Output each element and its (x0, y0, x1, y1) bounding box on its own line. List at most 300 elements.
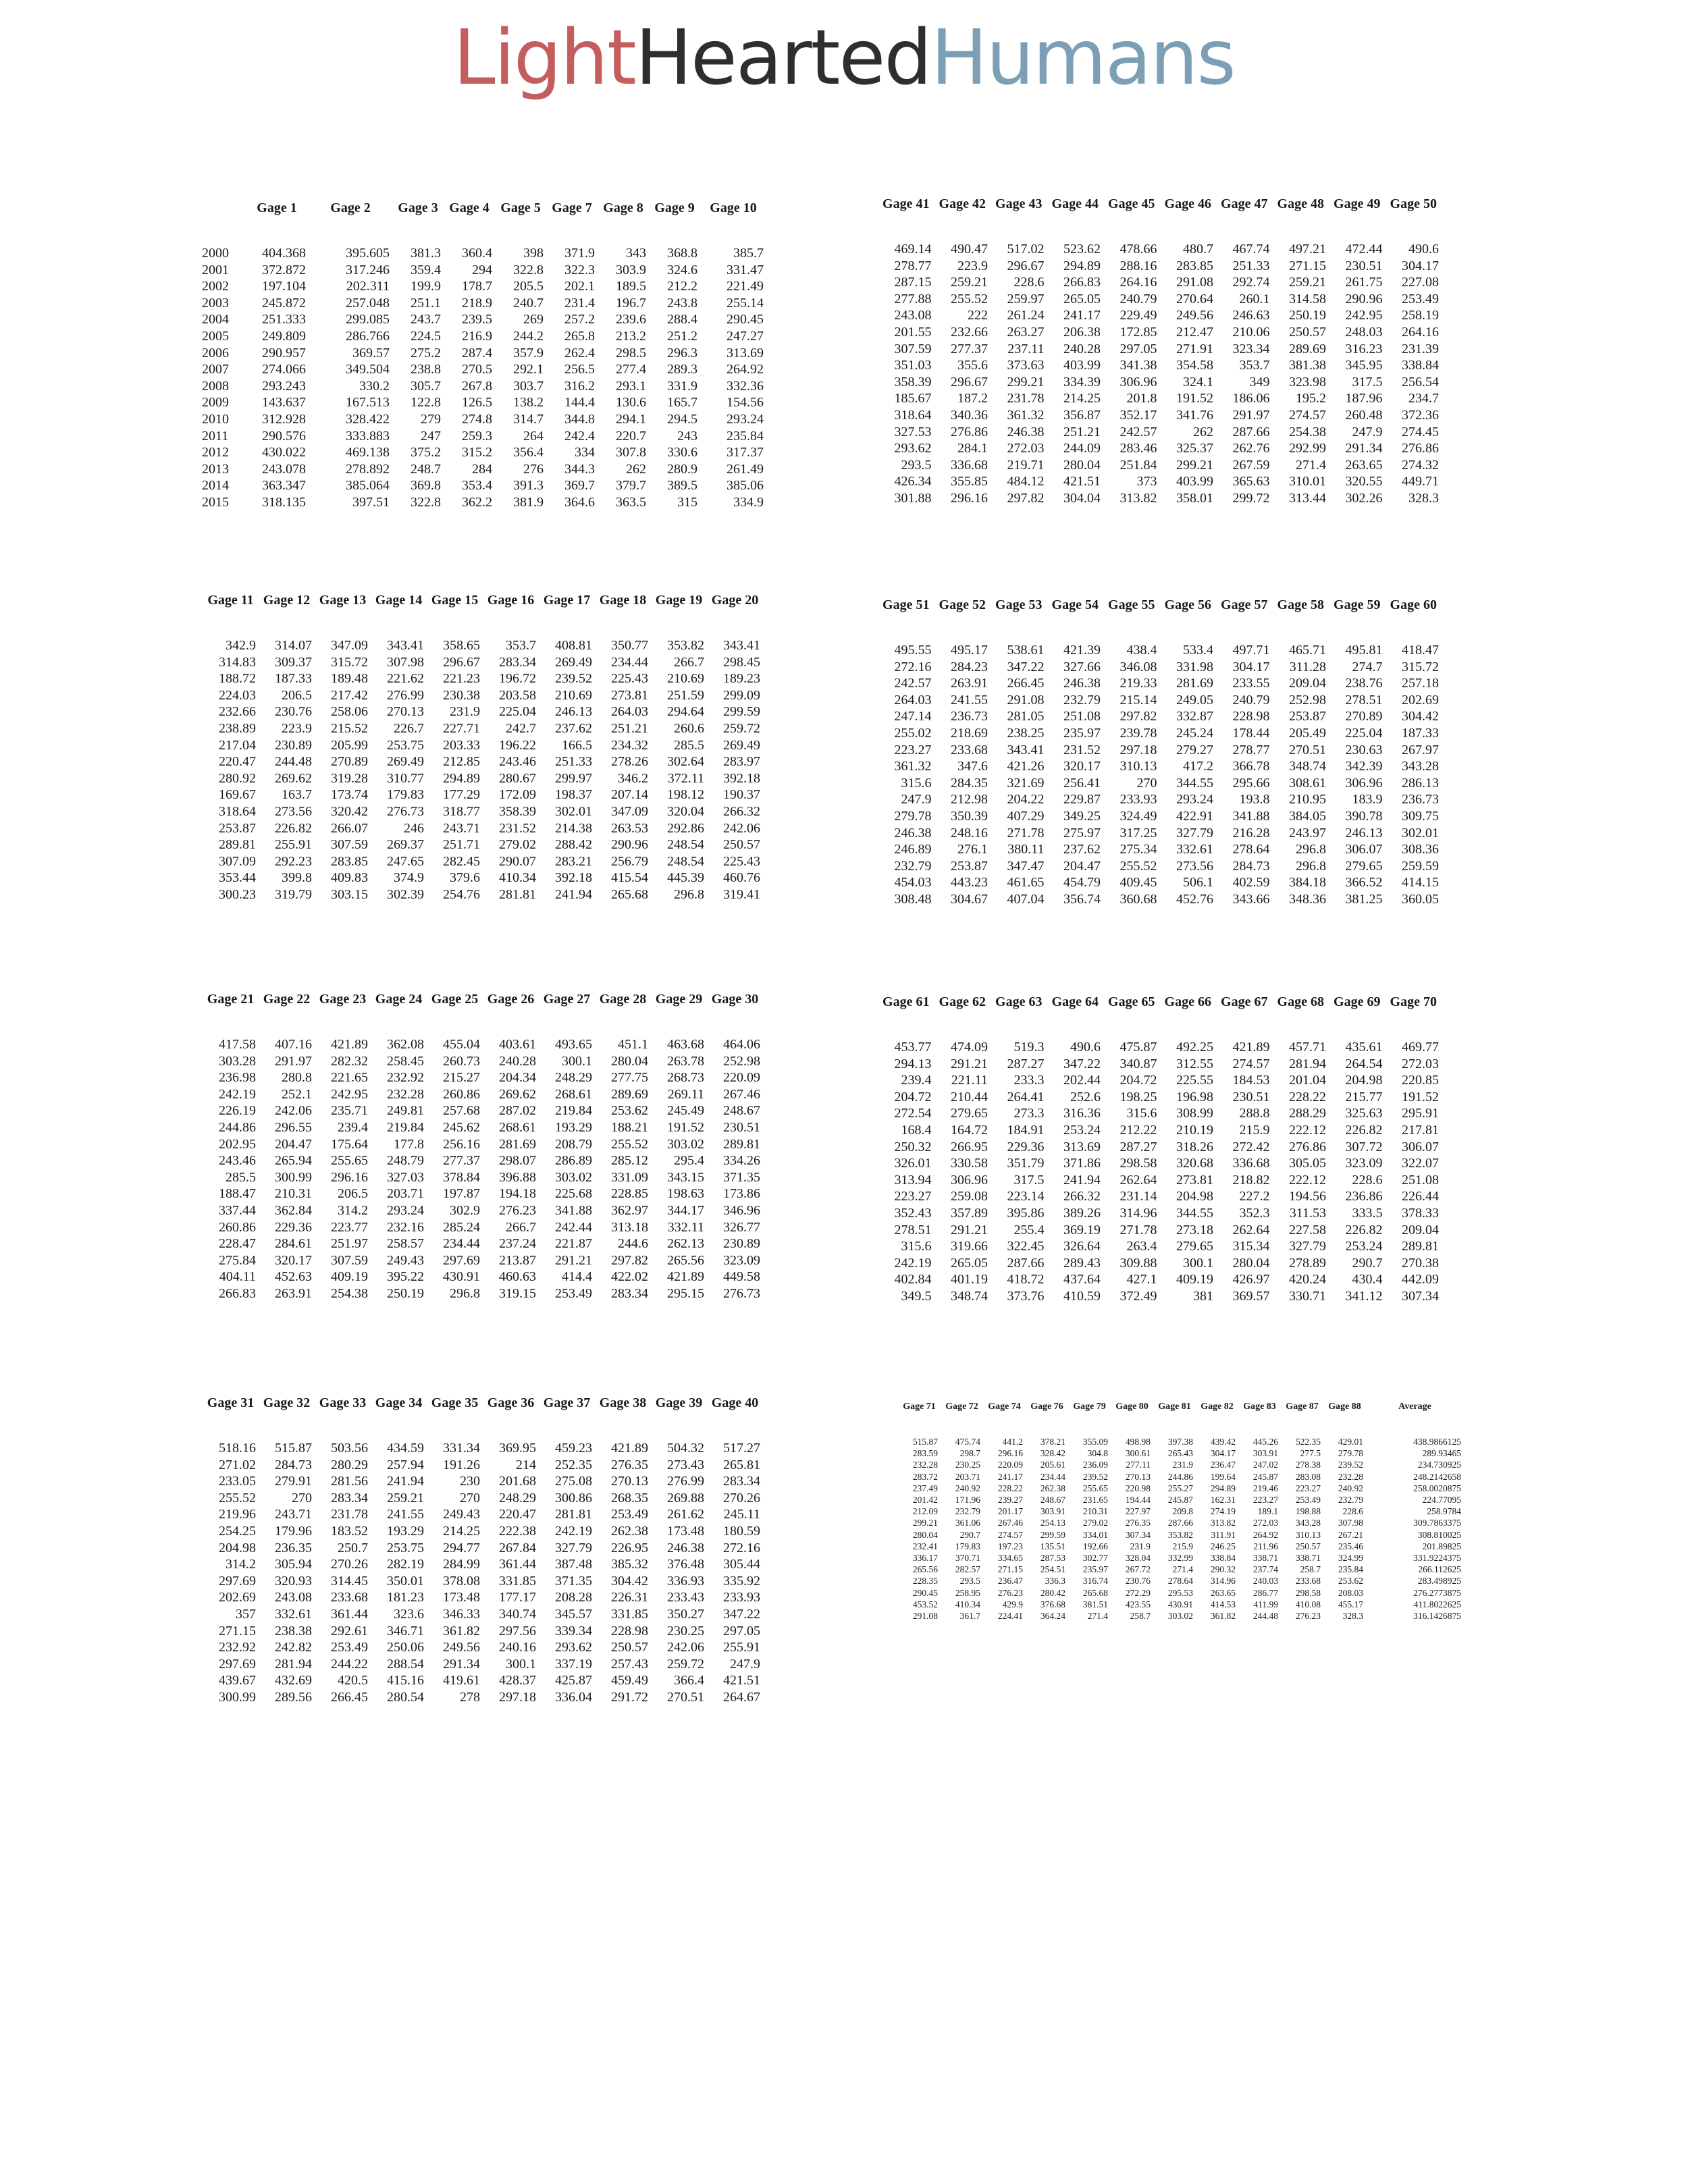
value-cell: 303.9 (616, 262, 646, 277)
value-cell: 249.81 (387, 1103, 424, 1119)
value-cell: 201.04 (1289, 1073, 1326, 1088)
value-cell: 325.63 (1345, 1106, 1383, 1121)
value-cell: 272.03 (1402, 1056, 1439, 1071)
value-cell: 334.9 (733, 494, 764, 510)
value-cell: 289.81 (1402, 1239, 1439, 1254)
year-header (199, 198, 245, 218)
value-cell: 273.3 (1013, 1106, 1045, 1121)
value-cell: 283.34 (331, 1490, 368, 1506)
value-cell: 404.368 (262, 246, 306, 261)
value-cell: 266.83 (1063, 275, 1101, 290)
value-cell: 204.47 (275, 1136, 312, 1152)
table-row (199, 262, 766, 279)
value-cell: 244.22 (331, 1656, 368, 1672)
value-cell: 334.26 (723, 1153, 760, 1169)
value-cell: 261.49 (727, 461, 764, 477)
value-cell: 352.3 (1239, 1205, 1270, 1221)
table-row (199, 428, 766, 445)
value-cell: 269.88 (667, 1490, 704, 1506)
value-cell: 330.58 (951, 1156, 988, 1171)
value-cell: 515.87 (912, 1437, 938, 1447)
value-cell: 276.86 (951, 424, 988, 440)
value-cell: 248.03 (1345, 324, 1383, 340)
value-cell: 347.22 (1063, 1056, 1101, 1071)
value-cell: 296.16 (951, 490, 988, 506)
value-cell: 356.4 (513, 445, 544, 460)
column-header: Gage 15 (431, 592, 479, 608)
value-cell: 209.8 (1172, 1506, 1193, 1517)
value-cell: 459.23 (555, 1441, 592, 1456)
year-cell: 2012 (202, 445, 229, 460)
value-cell: 361.32 (1007, 407, 1045, 423)
value-cell: 270.89 (1345, 709, 1383, 724)
value-cell: 199.64 (1210, 1471, 1236, 1482)
value-cell: 281.69 (499, 1136, 536, 1152)
table-row (878, 341, 1442, 358)
value-cell: 242.06 (275, 1103, 312, 1119)
value-cell: 464.06 (723, 1037, 760, 1052)
value-cell: 270 (292, 1490, 312, 1506)
value-cell: 251.2 (667, 328, 697, 344)
value-cell: 202.69 (219, 1590, 256, 1605)
table-row (203, 1036, 763, 1053)
value-cell: 252.1 (282, 1086, 312, 1102)
year-cell: 2003 (202, 295, 229, 311)
value-cell: 279.78 (894, 808, 932, 824)
value-cell: 275.34 (1119, 842, 1157, 857)
value-cell: 284.35 (951, 775, 988, 791)
value-cell: 322.45 (1007, 1239, 1045, 1254)
value-cell: 273.18 (1176, 1222, 1213, 1237)
value-cell: 402.59 (1232, 875, 1270, 890)
value-cell: 220.09 (723, 1070, 760, 1086)
value-cell: 278.89 (1289, 1255, 1326, 1271)
table-row (878, 725, 1442, 742)
value-cell: 432.69 (275, 1673, 312, 1688)
value-cell: 171.96 (955, 1495, 980, 1506)
value-cell: 355.09 (1082, 1437, 1108, 1447)
value-cell: 421.89 (667, 1269, 704, 1285)
value-cell: 271.02 (219, 1457, 256, 1472)
table-row (203, 687, 763, 704)
value-cell: 415.16 (387, 1673, 424, 1688)
value-cell: 314.07 (275, 638, 312, 653)
value-cell: 193.8 (1239, 792, 1270, 807)
value-cell: 263.4 (1126, 1239, 1157, 1254)
value-cell: 232.16 (387, 1219, 424, 1235)
value-cell: 278.38 (1295, 1460, 1321, 1470)
table-row (898, 1599, 1464, 1610)
value-cell: 283.85 (1176, 258, 1213, 273)
value-cell: 421.51 (1063, 474, 1101, 489)
value-cell: 267.59 (1232, 457, 1270, 473)
column-header: Gage 47 (1221, 196, 1268, 211)
table-row (878, 858, 1442, 875)
value-cell: 421.39 (1063, 643, 1101, 658)
value-cell: 289.69 (611, 1086, 648, 1102)
value-cell: 283.21 (555, 853, 592, 869)
spacer-row (898, 1417, 1464, 1436)
value-cell: 397.51 (352, 494, 390, 510)
value-cell: 270.51 (667, 1689, 704, 1705)
value-cell: 294.77 (443, 1540, 480, 1555)
value-cell: 302.9 (450, 1202, 480, 1218)
value-cell: 411.99 (1253, 1599, 1278, 1609)
value-cell: 270.26 (331, 1557, 368, 1572)
column-header: Gage 49 (1334, 196, 1381, 211)
value-cell: 381.25 (1345, 891, 1383, 907)
value-cell: 268.73 (667, 1070, 704, 1086)
column-header: Gage 36 (487, 1395, 535, 1410)
value-cell: 294.89 (1063, 258, 1101, 273)
value-cell: 319.79 (275, 886, 312, 902)
value-cell: 332.11 (667, 1219, 704, 1235)
value-cell: 372.11 (667, 770, 704, 786)
value-cell: 177.17 (499, 1590, 536, 1605)
header-row (878, 595, 1442, 615)
value-cell: 409.19 (331, 1269, 368, 1285)
table-row (878, 642, 1442, 659)
value-cell: 268.61 (499, 1119, 536, 1135)
value-cell: 210.19 (1176, 1122, 1213, 1138)
value-cell: 205.5 (513, 279, 544, 294)
value-cell: 326.64 (1063, 1239, 1101, 1254)
value-cell: 220.47 (219, 754, 256, 770)
value-cell: 212.2 (667, 279, 697, 294)
value-cell: 255.4 (1013, 1222, 1045, 1237)
value-cell: 260.48 (1345, 407, 1383, 423)
value-cell: 302.77 (1082, 1553, 1108, 1564)
column-header: Gage 11 (207, 592, 254, 608)
value-cell: 261.62 (667, 1507, 704, 1522)
value-cell: 287.66 (1167, 1518, 1193, 1528)
value-cell: 208.28 (555, 1590, 592, 1605)
value-cell: 276.86 (1402, 441, 1439, 456)
value-cell: 407.04 (1007, 891, 1045, 907)
value-cell: 292.86 (667, 820, 704, 836)
value-cell: 257.18 (1402, 676, 1439, 691)
value-cell: 267.46 (997, 1518, 1023, 1528)
value-cell: 308.99 (1176, 1106, 1213, 1121)
value-cell: 245.87 (1252, 1471, 1278, 1482)
value-cell: 312.928 (262, 411, 306, 427)
table-row (203, 703, 763, 720)
value-cell: 409.83 (331, 870, 368, 886)
value-cell: 251.08 (1402, 1172, 1439, 1188)
value-cell: 306.96 (951, 1172, 988, 1188)
spacer-row (878, 1012, 1442, 1039)
value-cell: 244.6 (618, 1236, 648, 1252)
value-cell: 347.22 (1007, 659, 1045, 674)
value-cell: 304.42 (611, 1573, 648, 1589)
value-cell: 398 (523, 246, 544, 261)
value-cell: 392.18 (555, 870, 592, 886)
value-cell: 425.87 (555, 1673, 592, 1688)
value-cell: 362.84 (275, 1202, 312, 1218)
value-cell: 212.09 (912, 1506, 938, 1517)
value-cell: 407.29 (1007, 808, 1045, 824)
value-cell: 241.17 (997, 1471, 1023, 1482)
value-cell: 430.91 (443, 1269, 480, 1285)
value-cell: 517.27 (723, 1441, 760, 1456)
value-cell: 369.19 (1063, 1222, 1101, 1237)
table-row (199, 245, 766, 262)
value-cell: 322.3 (564, 262, 595, 277)
value-cell: 232.79 (894, 858, 932, 874)
column-header: Gage 46 (1164, 196, 1211, 211)
value-cell: 216.28 (1232, 825, 1270, 841)
value-cell: 420.24 (1289, 1272, 1326, 1287)
value-cell: 272.54 (894, 1106, 932, 1121)
value-cell: 250.57 (1289, 324, 1326, 340)
value-cell: 167.513 (346, 395, 390, 410)
value-cell: 227.71 (443, 720, 480, 736)
value-cell: 289.69 (1289, 341, 1326, 356)
value-cell: 275.08 (555, 1474, 592, 1489)
year-cell: 2007 (202, 362, 229, 377)
table-row (878, 1039, 1442, 1056)
table-row (898, 1494, 1464, 1506)
value-cell: 449.71 (1402, 474, 1439, 489)
value-cell: 274.32 (1402, 457, 1439, 473)
column-header: Gage 40 (711, 1395, 759, 1410)
value-cell: 243.8 (667, 295, 697, 311)
value-cell: 278.26 (611, 754, 648, 770)
value-cell: 236.47 (1210, 1460, 1236, 1470)
value-cell: 265.68 (1082, 1587, 1108, 1598)
value-cell: 390.78 (1345, 808, 1383, 824)
header-row (898, 1397, 1464, 1417)
value-cell: 455.04 (443, 1037, 480, 1052)
value-cell: 294 (472, 262, 492, 277)
column-header: Gage 38 (599, 1395, 647, 1410)
value-cell: 314.96 (1210, 1576, 1236, 1587)
value-cell: 228.6 (1342, 1506, 1363, 1517)
value-cell: 357.9 (513, 345, 544, 361)
spacer-cell (199, 218, 766, 245)
table-row (199, 361, 766, 378)
value-cell: 144.4 (564, 395, 595, 410)
column-header: Gage 29 (655, 991, 703, 1007)
value-cell: 302.01 (1402, 825, 1439, 841)
value-cell: 490.47 (951, 242, 988, 257)
value-cell: 484.12 (1007, 474, 1045, 489)
value-cell: 221.11 (951, 1073, 988, 1088)
value-cell: 248.16 (951, 825, 988, 841)
value-cell: 246.38 (1007, 424, 1045, 440)
value-cell: 208.03 (1338, 1587, 1363, 1598)
value-cell: 332.61 (1176, 842, 1213, 857)
value-cell: 265.05 (1063, 291, 1101, 307)
value-cell: 273.56 (1176, 858, 1213, 874)
table-row (878, 1072, 1442, 1089)
value-cell: 192.66 (1082, 1541, 1108, 1551)
value-cell: 247.14 (894, 709, 932, 724)
table-row (878, 675, 1442, 692)
value-cell: 288.54 (387, 1656, 424, 1672)
value-cell: 267.21 (1338, 1529, 1363, 1540)
value-cell: 154.56 (727, 395, 764, 410)
value-cell: 244.48 (275, 754, 312, 770)
value-cell: 303.02 (555, 1169, 592, 1185)
value-cell: 283.34 (723, 1474, 760, 1489)
value-cell: 328.3 (1342, 1611, 1363, 1622)
value-cell: 475.74 (955, 1437, 980, 1447)
value-cell: 272.29 (1125, 1587, 1151, 1598)
value-cell: 279.27 (1176, 742, 1213, 757)
table-row (898, 1587, 1464, 1599)
value-cell: 376.48 (667, 1557, 704, 1572)
value-cell: 169.67 (219, 787, 256, 803)
value-cell: 277.88 (894, 291, 932, 307)
value-cell: 341.76 (1176, 407, 1213, 423)
value-cell: 197.23 (997, 1541, 1023, 1551)
value-cell: 246 (404, 820, 424, 836)
value-cell: 293.24 (727, 411, 764, 427)
value-cell: 303.28 (219, 1053, 256, 1069)
column-header: Gage 53 (995, 597, 1043, 612)
value-cell: 474.09 (951, 1040, 988, 1055)
value-cell: 232.92 (387, 1070, 424, 1086)
value-cell: 430.91 (1167, 1599, 1193, 1609)
value-cell: 274.45 (1402, 424, 1439, 440)
value-cell: 203.58 (499, 687, 536, 703)
value-cell: 253.49 (331, 1640, 368, 1655)
value-cell: 228.85 (611, 1186, 648, 1202)
value-cell: 290.957 (262, 345, 306, 361)
value-cell: 271.15 (1289, 258, 1326, 273)
value-cell: 336.17 (912, 1553, 938, 1564)
value-cell: 210.69 (555, 687, 592, 703)
value-cell: 240.16 (499, 1640, 536, 1655)
value-cell: 361.32 (894, 759, 932, 774)
value-cell: 299.21 (1176, 457, 1213, 473)
value-cell: 226.95 (611, 1540, 648, 1555)
value-cell: 343.66 (1232, 891, 1270, 907)
value-cell: 480.7 (1183, 242, 1213, 257)
table-row (203, 1202, 763, 1219)
value-cell: 438.4 (1126, 643, 1157, 658)
value-cell: 327.79 (1289, 1239, 1326, 1254)
column-header: Gage 51 (882, 597, 930, 612)
column-header: Gage 22 (263, 991, 311, 1007)
value-cell: 250.57 (1295, 1541, 1321, 1551)
table-row (203, 1672, 763, 1689)
value-cell: 242.57 (1119, 424, 1157, 440)
table-row (203, 1639, 763, 1656)
value-cell: 231.65 (1082, 1495, 1108, 1506)
logo-part-humans: Humans (930, 14, 1235, 102)
value-cell: 255.91 (275, 837, 312, 853)
value-cell: 260.86 (443, 1086, 480, 1102)
value-cell: 230.38 (443, 687, 480, 703)
value-cell: 270.13 (611, 1474, 648, 1489)
value-cell: 228.6 (1013, 275, 1045, 290)
value-cell: 193.29 (387, 1523, 424, 1539)
value-cell: 272.16 (894, 659, 932, 674)
value-cell: 290.45 (912, 1587, 938, 1598)
value-cell: 251.71 (443, 837, 480, 853)
value-cell: 290.7 (1352, 1255, 1383, 1271)
spacer-row (203, 1413, 763, 1440)
value-cell: 143.637 (262, 395, 306, 410)
value-cell: 196.22 (499, 737, 536, 753)
gage-table-51-60 (878, 595, 1442, 908)
value-cell: 410.34 (499, 870, 536, 886)
value-cell: 299.21 (1007, 374, 1045, 390)
value-cell: 212.47 (1176, 324, 1213, 340)
value-cell: 426.34 (894, 474, 932, 489)
value-cell: 248.7 (411, 461, 441, 477)
table-row (878, 1155, 1442, 1172)
value-cell: 336.68 (951, 457, 988, 473)
value-cell: 421.89 (1232, 1040, 1270, 1055)
value-cell: 269.37 (387, 837, 424, 853)
site-logo (0, 14, 1688, 102)
value-cell: 461.65 (1007, 875, 1045, 890)
value-cell: 317.246 (346, 262, 390, 277)
value-cell: 331.9 (667, 378, 697, 394)
value-cell: 306.07 (1345, 842, 1383, 857)
table-row (878, 1188, 1442, 1205)
table-row (203, 870, 763, 886)
value-cell: 287.27 (1119, 1139, 1157, 1154)
value-cell: 445.39 (667, 870, 704, 886)
value-cell: 274.57 (1232, 1056, 1270, 1071)
value-cell: 348.36 (1289, 891, 1326, 907)
value-cell: 238.25 (1007, 725, 1045, 741)
column-header: Gage 44 (1051, 196, 1099, 211)
value-cell: 518.16 (219, 1441, 256, 1456)
value-cell: 258.45 (387, 1053, 424, 1069)
value-cell: 266.45 (1007, 676, 1045, 691)
value-cell: 247.9 (1352, 424, 1383, 440)
value-cell: 389.26 (1063, 1205, 1101, 1221)
value-cell: 350.39 (951, 808, 988, 824)
value-cell: 297.69 (219, 1573, 256, 1589)
value-cell: 280.67 (499, 770, 536, 786)
value-cell: 285.5 (674, 737, 704, 753)
value-cell: 378.21 (1040, 1437, 1065, 1447)
value-cell: 284.73 (275, 1457, 312, 1472)
value-cell: 226.82 (275, 820, 312, 836)
value-cell: 280.04 (1063, 457, 1101, 473)
value-cell: 232.41 (912, 1541, 938, 1551)
value-cell: 233.93 (723, 1590, 760, 1605)
value-cell: 280.04 (611, 1053, 648, 1069)
value-cell: 336.93 (667, 1573, 704, 1589)
value-cell: 315.6 (1126, 1106, 1157, 1121)
value-cell: 235.46 (1338, 1541, 1363, 1551)
value-cell: 183.9 (1352, 792, 1383, 807)
value-cell: 293.243 (262, 378, 306, 394)
value-cell: 306.96 (1345, 775, 1383, 791)
value-cell: 350.27 (667, 1606, 704, 1622)
value-cell: 138.2 (513, 395, 544, 410)
value-cell: 231.78 (331, 1507, 368, 1522)
value-cell: 331.85 (611, 1606, 648, 1622)
value-cell: 287.02 (499, 1103, 536, 1119)
value-cell: 219.46 (1252, 1483, 1278, 1493)
value-cell: 262.76 (1232, 441, 1270, 456)
value-cell: 221.62 (387, 671, 424, 687)
value-cell: 327.79 (1176, 825, 1213, 841)
value-cell: 345.95 (1345, 358, 1383, 373)
value-cell: 285.5 (226, 1169, 256, 1185)
value-cell: 299.085 (346, 312, 390, 327)
value-cell: 358.39 (499, 803, 536, 819)
value-cell: 252.6 (1070, 1089, 1101, 1104)
